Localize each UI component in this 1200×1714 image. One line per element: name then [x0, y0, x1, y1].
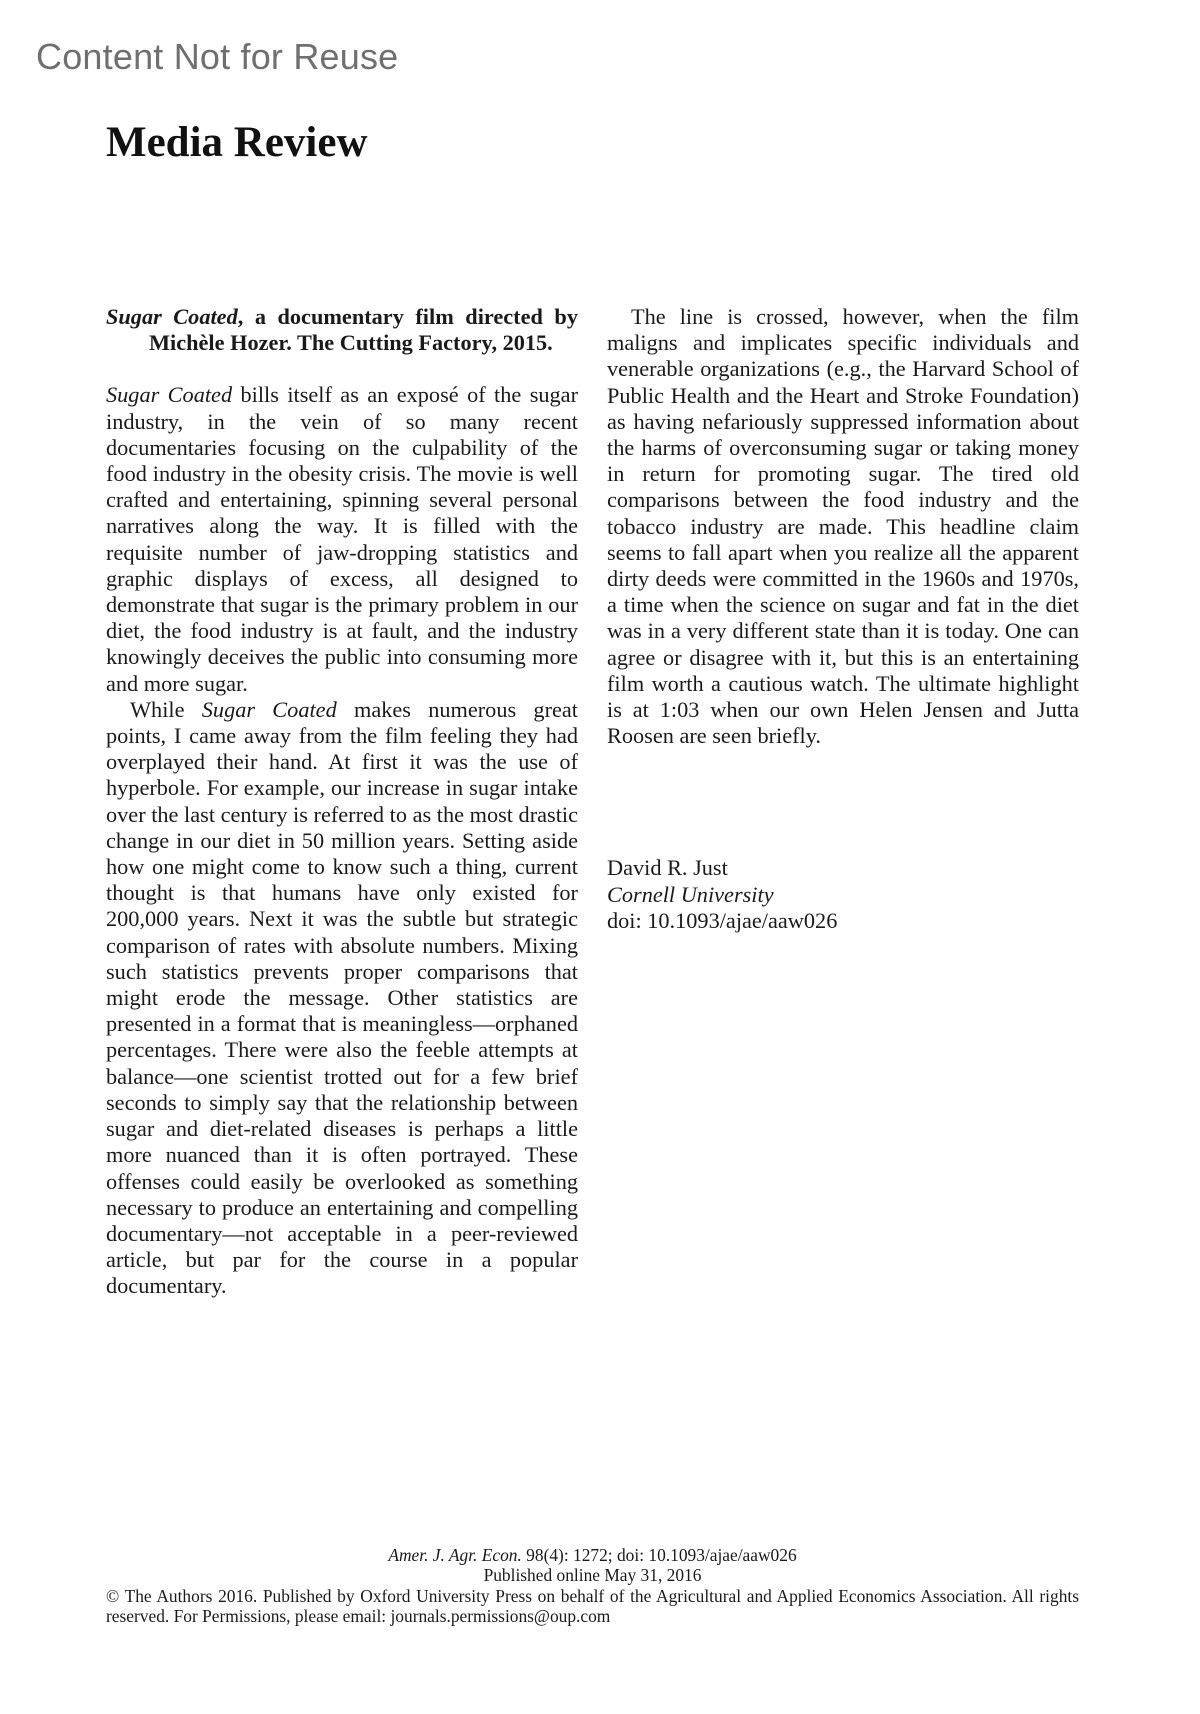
footer-published: Published online May 31, 2016 — [483, 1565, 702, 1586]
paragraph-1 — [106, 382, 578, 696]
signature-block — [607, 855, 1079, 934]
footer-citation: 98(4): 1272; doi: 10.1093/ajae/aaw026 — [521, 1545, 797, 1565]
paragraph-1-film-title: Sugar Coated — [106, 382, 233, 408]
footer-journal: Amer. J. Agr. Econ. — [388, 1545, 522, 1565]
paragraph-1-text: bills itself as an exposé of the sugar industry, in the vein of so many recent documentaries focusing on the culpability of the food industry in the obesity crisis. The movie is well crafted and entertaining, spinning several personal narratives along the way. It is filled with the requisite number of jaw-dropping statistics and graphic displays of excess, all designed to demonstrate that sugar is the primary problem in our diet, the food industry is at fault, and the industry knowingly deceives the public into consuming more and more sugar. — [106, 382, 578, 696]
review-header — [106, 304, 578, 356]
paragraph-3: The line is crossed, however, when the film maligns and implicates specific individuals and venerable organizations (e.g., the Harvard School of Public Health and the Heart and Stroke Foundation) as having nefariously suppressed information about the harms of overconsuming sugar or taking money in return for promoting sugar. The tired old comparisons between the food industry and the tobacco industry are made. This headline claim seems to fall apart when you realize all the apparent dirty deeds were committed in the 1960s and 1970s, a time when the science on sugar and fat in the diet was in a very different state than it is today. One can agree or disagree with it, but this is an entertaining film worth a cautious watch. The ultimate highlight is at 1:03 when our own Helen Jensen and Jutta Roosen are seen briefly. — [607, 304, 1079, 749]
left-column — [106, 304, 578, 1300]
watermark: Content Not for Reuse — [36, 36, 399, 77]
paragraph-2-text: makes numerous great points, I came away from the film feeling they had overplayed their hand. At first it was the use of hyperbole. For example, our increase in sugar intake over the last century is referred to as the most drastic change in our diet in 50 million years. Setting aside how one might come to know such a thing, current thought is that humans have only existed for 200,000 years. Next it was the subtle but strategic comparison of rates with absolute numbers. Mixing such statistics prevents proper comparisons that might erode the message. Other statistics are presented in a format that is meaningless—orphaned percentages. There were also the feeble attempts at balance—one scientist trotted out for a few brief seconds to simply say that the relationship between sugar and diet-related diseases is perhaps a little more nuanced than it is often portrayed. These offenses could easily be overlooked as something necessary to produce an entertaining and compelling documentary—not acceptable in a peer-reviewed article, but par for the course in a popular documentary. — [106, 696, 578, 1299]
review-film-details: , a documentary film directed by Michèle Hozer. The Cutting Factory, 2015. — [149, 304, 578, 356]
footer-citation-line — [106, 1545, 1079, 1565]
footer-copyright: © The Authors 2016. Published by Oxford University Press on behalf of the Agricultural and Applied Economics Association. All rights reserved. For Permissions, please email: journals.permissions@oup.com — [106, 1585, 1079, 1627]
article-doi: doi: 10.1093/ajae/aaw026 — [607, 907, 838, 933]
page-footer — [106, 1545, 1079, 1627]
author-affiliation: Cornell University — [607, 881, 774, 907]
page-title: Media Review — [106, 119, 368, 166]
paragraph-2 — [106, 697, 578, 1300]
paragraph-2-lead: While — [130, 696, 202, 722]
review-film-title: Sugar Coated — [106, 304, 238, 329]
author-name: David R. Just — [607, 855, 728, 881]
paragraph-2-film-title: Sugar Coated — [201, 696, 337, 722]
right-column — [607, 304, 1079, 934]
